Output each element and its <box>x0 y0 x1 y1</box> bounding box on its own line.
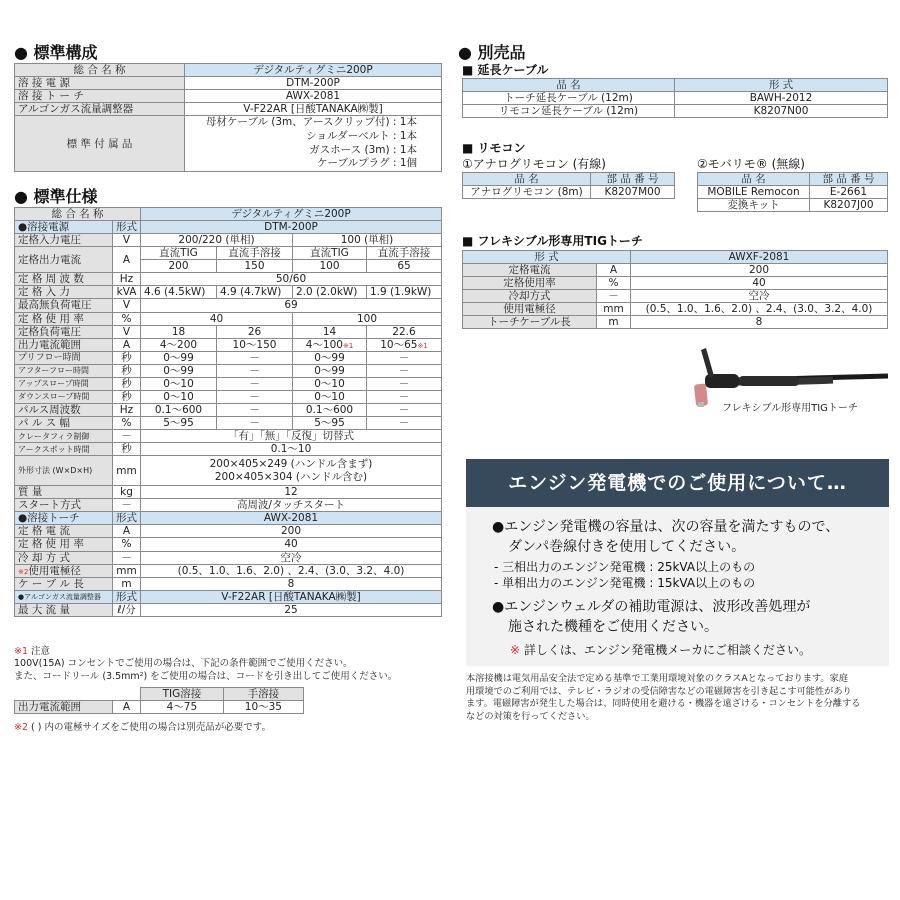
cell-right-flex-rows-4-0: トーチケーブル長 <box>463 316 597 329</box>
cell-left-spec-sec_torch-1: 形式 <box>113 512 141 525</box>
cell-left-spec-loadv-4: 14 <box>293 325 367 338</box>
cell-right-remote-mobile-rows-0-1: E-2661 <box>810 186 888 199</box>
cell-left-spec-mass-0: 質 量 <box>15 486 113 499</box>
cell-left-spec-pfreq-1: Hz <box>113 403 141 416</box>
cell-left-spec-upslope-5: － <box>367 377 442 390</box>
cell-left-spec-out_cur_modes-2: 直流TIG <box>293 247 367 260</box>
cell-left-spec-mass-2: 12 <box>141 486 442 499</box>
cell-right-flex-rows-1-0: 定格使用率 <box>463 277 597 290</box>
cell-left-spec-range-4: 4～100 <box>305 338 343 351</box>
cell-left-spec-pwidth-1: % <box>113 417 141 430</box>
spec-table <box>14 207 442 617</box>
cell-left-spec-range_mark: ※1 <box>342 341 354 350</box>
cell-left-composition-rows-2-1: V-F22AR [日酸TANAKA㈱製] <box>185 103 442 116</box>
cell-right-ext-rows-1-0: リモコン延長ケーブル (12m) <box>463 105 675 118</box>
cell-left-spec-pwidth-2: 5～95 <box>141 417 217 430</box>
cell-right-ext-header-0: 品 名 <box>463 79 675 92</box>
cell-left-spec-t_elec-0: 使用電極径 <box>28 564 81 577</box>
cell-left-notes-t_row-3: 10～35 <box>223 701 303 714</box>
cell-left-composition-rows-2-0: アルゴンガス流量調整器 <box>15 103 185 116</box>
cell-right-flex-rows-4-1: m <box>597 316 631 329</box>
cell-left-spec-arcspot-1: 秒 <box>113 443 141 456</box>
cell-right-flex-rows-2-2: 空冷 <box>631 290 888 303</box>
cell-left-spec-out_cur_vals-3: 65 <box>367 260 442 273</box>
cell-left-spec-kva-5: 1.9 (1.9kW) <box>367 286 442 299</box>
cell-left-spec-in_volt-3: 100 (単相) <box>293 234 442 247</box>
cell-left-spec-out_cur_label-0: 定格出力電流 <box>15 247 113 273</box>
cell-left-spec-kva-3: 4.9 (4.7kW) <box>217 286 293 299</box>
cell-left-spec-sec_power-0: ●溶接電源 <box>15 221 113 234</box>
ext-cable-title: ■ 延長ケーブル <box>462 63 549 77</box>
cell-left-spec-t_cool-1: － <box>113 551 141 564</box>
cell-left-spec-range_mark: ※1 <box>417 341 428 350</box>
cell-left-composition-rows-0-0: 溶 接 電 源 <box>15 77 185 90</box>
cell-left-composition-acc_lines-3: ケーブルプラグ : 1個 <box>317 157 417 170</box>
cell-right-flex-rows-2-0: 冷却方式 <box>463 290 597 303</box>
cell-left-spec-downslope-3: － <box>217 390 293 403</box>
cell-right-engine-b2_line1: ●エンジンウェルダの補助電源は、波形改善処理が <box>492 599 811 615</box>
cell-left-spec-preflow-1: 秒 <box>113 351 141 364</box>
cell-right-remote-analog-row-0: アナログリモコン (8m) <box>463 186 591 199</box>
cell-left-spec-duty-3: 100 <box>293 312 442 325</box>
cell-left-spec-freq-2: 50/60 <box>141 273 442 286</box>
cell-left-spec-out_cur_vals-2: 100 <box>293 260 367 273</box>
spec-title: ● 標準仕様 <box>14 187 98 206</box>
cell-left-spec-start-2: 高周波/タッチスタート <box>141 499 442 512</box>
cell-left-composition-rows-1-0: 溶 接 ト ー チ <box>15 90 185 103</box>
analog-remote-table <box>462 172 675 199</box>
cell-left-spec-afterflow-0: アフターフロー時間 <box>15 364 113 377</box>
cell-left-spec-dims-2: 200×405×249 (ハンドル含まず) <box>209 458 373 471</box>
cell-right-flex-rows-2-1: － <box>597 290 631 303</box>
cell-right-remote-mobile-rows-1-1: K8207J00 <box>810 199 888 212</box>
cell-right-engine-b1_line1: ●エンジン発電機の容量は、次の容量を満たすもので、 <box>492 519 840 535</box>
cell-left-spec-preflow-2: 0～99 <box>141 351 217 364</box>
cell-left-spec-t_duty-0: 定 格 使 用 率 <box>15 538 113 551</box>
cell-left-spec-out_cur_modes-3: 直流手溶接 <box>367 247 442 260</box>
cell-left-spec-loadv-1: V <box>113 325 141 338</box>
cell-left-notes-n1_mark: ※1 <box>14 646 29 657</box>
cell-right-ext-header-1: 形 式 <box>675 79 888 92</box>
cell-right-legal-3: などの対策を行ってください。 <box>466 711 595 723</box>
emc-notice <box>466 673 890 724</box>
cell-left-notes-n1_line1: 100V(15A) コンセントでご使用の場合は、下記の条件範囲でご使用ください。 <box>14 658 353 670</box>
cell-left-spec-dims-0: 外形寸法 (W×D×H) <box>15 456 113 486</box>
cell-left-notes-t_head-0: TIG溶接 <box>141 688 224 701</box>
cell-left-spec-pwidth-4: 5～95 <box>293 417 367 430</box>
cell-right-flex-rows-0-0: 定格電流 <box>463 264 597 277</box>
cell-left-spec-in_volt-1: V <box>113 234 141 247</box>
cell-left-composition-rows-1-1: AWX-2081 <box>185 90 442 103</box>
cell-right-flex-header-1: AWXF-2081 <box>631 251 888 264</box>
cell-left-spec-loadv-0: 定格負荷電圧 <box>15 325 113 338</box>
cell-left-spec-downslope-0: ダウンスロープ時間 <box>15 390 113 403</box>
cell-left-spec-duty-2: 40 <box>141 312 293 325</box>
cell-left-composition-acc_lines-0: 母材ケーブル (3m、アースクリップ付) : 1本 <box>205 116 417 129</box>
cell-left-spec-out_cur_vals-1: 150 <box>217 260 293 273</box>
cell-left-spec-range-3: 10～150 <box>217 338 293 351</box>
cell-left-spec-kva-2: 4.6 (4.5kW) <box>141 286 217 299</box>
cell-left-spec-t_cur-1: A <box>113 525 141 538</box>
cell-right-remote-mobile-rows-1-0: 変換キット <box>698 199 810 212</box>
cell-left-spec-afterflow-5: － <box>367 364 442 377</box>
cell-left-spec-pfreq-0: パルス周波数 <box>15 403 113 416</box>
options-title: ● 別売品 <box>458 43 526 62</box>
accessories-list <box>185 116 442 172</box>
cell-left-spec-out_cur_vals-0: 200 <box>141 260 217 273</box>
cell-right-remote-analog-row-1: K8207M00 <box>591 186 675 199</box>
cell-left-spec-t_cable-2: 8 <box>141 577 442 590</box>
flex-torch-table <box>462 250 888 329</box>
cell-left-spec-pwidth-3: － <box>217 417 293 430</box>
cell-left-notes-n2_mark: ※2 <box>14 722 29 733</box>
cell-left-spec-pfreq-5: － <box>367 403 442 416</box>
composition-title: ● 標準構成 <box>14 43 98 62</box>
cell-left-spec-duty-0: 定 格 使 用 率 <box>15 312 113 325</box>
cell-right-engine-mark: ※ <box>510 643 521 657</box>
cell-left-spec-kva-4: 2.0 (2.0kW) <box>293 286 367 299</box>
cell-left-spec-range-0: 出力電流範囲 <box>15 338 113 351</box>
cell-left-spec-sec_reg-1: 形式 <box>113 590 141 603</box>
cell-right-flex-header-0: 形 式 <box>463 251 631 264</box>
cell-left-spec-t_cable-0: ケ ー ブ ル 長 <box>15 577 113 590</box>
cell-right-flex-rows-4-2: 8 <box>631 316 888 329</box>
cell-left-spec-range-5: 10～65 <box>380 338 418 351</box>
cell-right-flex-rows-3-0: 使用電極径 <box>463 303 597 316</box>
cell-left-spec-duty-1: % <box>113 312 141 325</box>
cell-left-spec-downslope-1: 秒 <box>113 390 141 403</box>
cell-left-spec-flow-1: ℓ/分 <box>113 603 141 616</box>
cell-left-notes-t_row-0: 出力電流範囲 <box>15 701 113 714</box>
cell-left-spec-freq-0: 定 格 周 波 数 <box>15 273 113 286</box>
cell-left-spec-sec_power-1: 形式 <box>113 221 141 234</box>
cell-left-spec-t_cur-0: 定 格 電 流 <box>15 525 113 538</box>
cell-left-spec-t_cool-0: 冷 却 方 式 <box>15 551 113 564</box>
cell-left-spec-upslope-4: 0～10 <box>293 377 367 390</box>
cell-left-notes-t_row-2: 4～75 <box>141 701 224 714</box>
cell-left-spec-t_duty-2: 40 <box>141 538 442 551</box>
cell-left-notes-t_row-1: A <box>113 701 141 714</box>
cell-left-spec-afterflow-3: － <box>217 364 293 377</box>
torch-caption: フレキシブル形専用TIGトーチ <box>722 403 858 414</box>
cell-left-spec-flow-0: 最 大 流 量 <box>15 603 113 616</box>
cell-left-spec-pwidth-0: パ ル ス 幅 <box>15 417 113 430</box>
cell-left-spec-preflow-0: プリフロー時間 <box>15 351 113 364</box>
cell-left-spec-mass-1: kg <box>113 486 141 499</box>
cell-left-spec-crater-0: クレータフィラ制御 <box>15 430 113 443</box>
cell-left-composition-acc_label: 標 準 付 属 品 <box>15 116 185 172</box>
cell-left-spec-sec_reg-2: V-F22AR [日酸TANAKA㈱製] <box>141 590 442 603</box>
cell-left-spec-range-2: 4～200 <box>141 338 217 351</box>
cell-left-notes-n1_line2: また、コードリール (3.5mm²) をご使用の場合は、コードを引き出してご使用ください。 <box>14 670 398 682</box>
cell-right-flex-rows-3-2: (0.5、1.0、1.6、2.0) 、2.4、(3.0、3.2、4.0) <box>631 303 888 316</box>
cell-left-spec-start-1: － <box>113 499 141 512</box>
cell-right-engine-s1: - 三相出力のエンジン発電機 : 25kVA以上のもの <box>494 560 756 574</box>
cell-left-spec-noload-2: 69 <box>141 299 442 312</box>
cell-right-ext-rows-0-1: BAWH-2012 <box>675 92 888 105</box>
cell-left-spec-kva-0: 定 格 入 力 <box>15 286 113 299</box>
cell-right-engine-b2_line2: 施された機種をご使用ください。 <box>508 619 718 635</box>
engine-generator-box <box>466 459 889 666</box>
cell-left-spec-preflow-4: 0～99 <box>293 351 367 364</box>
cell-left-spec-preflow-3: － <box>217 351 293 364</box>
cell-right-flex-rows-1-2: 40 <box>631 277 888 290</box>
cell-left-notes-t_head-1: 手溶接 <box>223 688 303 701</box>
cell-left-spec-freq-1: Hz <box>113 273 141 286</box>
cell-left-spec-noload-1: V <box>113 299 141 312</box>
cell-left-spec-pfreq-3: － <box>217 403 293 416</box>
cell-left-notes-n2_text: ( ) 内の電極サイズをご使用の場合は別売品が必要です。 <box>31 722 271 733</box>
cell-left-composition-header-0: 総 合 名 称 <box>15 64 185 77</box>
cell-left-spec-t_cable-1: m <box>113 577 141 590</box>
cell-left-spec-downslope-4: 0～10 <box>293 390 367 403</box>
cell-right-engine-b1_line2: ダンパ巻線付きを使用してください。 <box>508 539 746 555</box>
mobile-remote-table <box>697 172 888 212</box>
cell-right-ext-rows-1-1: K8207N00 <box>675 105 888 118</box>
cell-left-spec-start-0: スタート方式 <box>15 499 113 512</box>
cell-right-flex-rows-0-2: 200 <box>631 264 888 277</box>
cell-right-flex-rows-1-1: % <box>597 277 631 290</box>
cell-right-engine-note: 詳しくは、エンジン発電機メーカにご相談ください。 <box>523 643 812 657</box>
cell-left-spec-arcspot-2: 0.1～10 <box>141 443 442 456</box>
cell-left-spec-afterflow-2: 0～99 <box>141 364 217 377</box>
cell-right-legal-0: 本溶接機は電気用品安全法で定める基準で工業用環境対象のクラスAとなっております。家庭 <box>466 673 848 684</box>
analog-remote-title: ①アナログリモコン (有線) <box>462 157 606 171</box>
cell-left-spec-loadv-5: 22.6 <box>367 325 442 338</box>
cell-left-spec-header-1: デジタルティグミニ200P <box>141 208 442 221</box>
cell-left-spec-t_elec-1: mm <box>113 564 141 577</box>
cell-left-spec-t_duty-1: % <box>113 538 141 551</box>
cell-left-spec-dims-3: 200×405×304 (ハンドル含む) <box>214 470 368 483</box>
cell-left-spec-out_cur_modes-0: 直流TIG <box>141 247 217 260</box>
cell-right-flex-rows-3-1: mm <box>597 303 631 316</box>
mobile-remote-title: ②モバリモ® (無線) <box>697 157 805 171</box>
cell-left-spec-flow-2: 25 <box>141 603 442 616</box>
cell-left-spec-in_volt-0: 定格入力電圧 <box>15 234 113 247</box>
cell-left-spec-pfreq-2: 0.1～600 <box>141 403 217 416</box>
cell-left-spec-upslope-0: アップスロープ時間 <box>15 377 113 390</box>
cell-left-spec-upslope-3: － <box>217 377 293 390</box>
cell-right-flex-rows-0-1: A <box>597 264 631 277</box>
cell-left-spec-pwidth-5: － <box>367 417 442 430</box>
cell-left-spec-downslope-2: 0～10 <box>141 390 217 403</box>
cell-right-legal-2: ます。電磁障害が発生した場合は、同時使用を避ける・機器を遠ざける・コンセントを分離する <box>466 698 861 710</box>
cell-right-ext-rows-0-0: トーチ延長ケーブル (12m) <box>463 92 675 105</box>
note-table <box>14 687 304 714</box>
cell-left-spec-sec_power-2: DTM-200P <box>141 221 442 234</box>
cell-left-spec-header-0: 総 合 名 称 <box>15 208 141 221</box>
cell-left-spec-t_elec_mark: ※2 <box>18 567 29 576</box>
cell-left-spec-out_cur_modes-1: 直流手溶接 <box>217 247 293 260</box>
cell-left-spec-sec_torch-2: AWX-2081 <box>141 512 442 525</box>
cell-right-legal-1: 用環境でのご利用では、テレビ・ラジオの受信障害などの電磁障害を引き起こす可能性があり <box>466 685 852 697</box>
engine-box-title: エンジン発電機でのご使用について… <box>466 459 889 507</box>
cell-left-spec-kva-1: kVA <box>113 286 141 299</box>
cell-left-spec-t_cur-2: 200 <box>141 525 442 538</box>
cell-left-spec-downslope-5: － <box>367 390 442 403</box>
cell-left-composition-acc_lines-2: ガスホース (3m) : 1本 <box>309 143 417 156</box>
cell-left-spec-pfreq-4: 0.1～600 <box>293 403 367 416</box>
cell-left-spec-upslope-2: 0～10 <box>141 377 217 390</box>
note-2 <box>14 722 271 734</box>
cell-left-spec-crater-1: － <box>113 430 141 443</box>
cell-left-spec-loadv-2: 18 <box>141 325 217 338</box>
cell-right-remote-analog-header-1: 部 品 番 号 <box>591 173 675 186</box>
cell-right-remote-mobile-header-1: 部 品 番 号 <box>810 173 888 186</box>
cell-left-spec-in_volt-2: 200/220 (単相) <box>141 234 293 247</box>
cell-right-remote-mobile-rows-0-0: MOBILE Remocon <box>698 186 810 199</box>
cell-left-spec-range-1: A <box>113 338 141 351</box>
cell-left-composition-header-1: デジタルティグミニ200P <box>185 64 442 77</box>
cell-left-spec-noload-0: 最高無負荷電圧 <box>15 299 113 312</box>
cell-right-remote-mobile-header-0: 品 名 <box>698 173 810 186</box>
cell-left-spec-crater-2: 「有」「無」「反復」切替式 <box>141 430 442 443</box>
cell-left-spec-afterflow-1: 秒 <box>113 364 141 377</box>
composition-table <box>14 63 442 172</box>
cell-left-notes-n1_title: 注意 <box>31 646 51 657</box>
cell-left-spec-arcspot-0: アークスポット時間 <box>15 443 113 456</box>
ext-cable-table <box>462 78 888 118</box>
cell-left-spec-sec_torch-0: ●溶接トーチ <box>15 512 113 525</box>
cell-left-spec-t_elec-2: (0.5、1.0、1.6、2.0) 、2.4、(3.0、3.2、4.0) <box>141 564 442 577</box>
cell-left-spec-upslope-1: 秒 <box>113 377 141 390</box>
cell-left-composition-acc_lines-1: ショルダーベルト : 1本 <box>306 130 417 143</box>
cell-left-spec-afterflow-4: 0～99 <box>293 364 367 377</box>
cell-left-spec-sec_reg-0: ●アルゴンガス流量調整器 <box>15 590 113 603</box>
note-1 <box>14 646 397 683</box>
cell-left-spec-out_cur_label-1: A <box>113 247 141 273</box>
cell-left-spec-dims-1: mm <box>113 456 141 486</box>
cell-left-spec-t_cool-2: 空冷 <box>141 551 442 564</box>
cell-left-spec-preflow-5: － <box>367 351 442 364</box>
cell-right-engine-s2: - 単相出力のエンジン発電機 : 15kVA以上のもの <box>494 576 756 590</box>
cell-left-spec-loadv-3: 26 <box>217 325 293 338</box>
cell-right-remote-analog-header-0: 品 名 <box>463 173 591 186</box>
flex-torch-title: ■ フレキシブル形専用TIGトーチ <box>462 234 643 248</box>
remote-title: ■ リモコン <box>462 141 526 155</box>
cell-left-composition-rows-0-1: DTM-200P <box>185 77 442 90</box>
